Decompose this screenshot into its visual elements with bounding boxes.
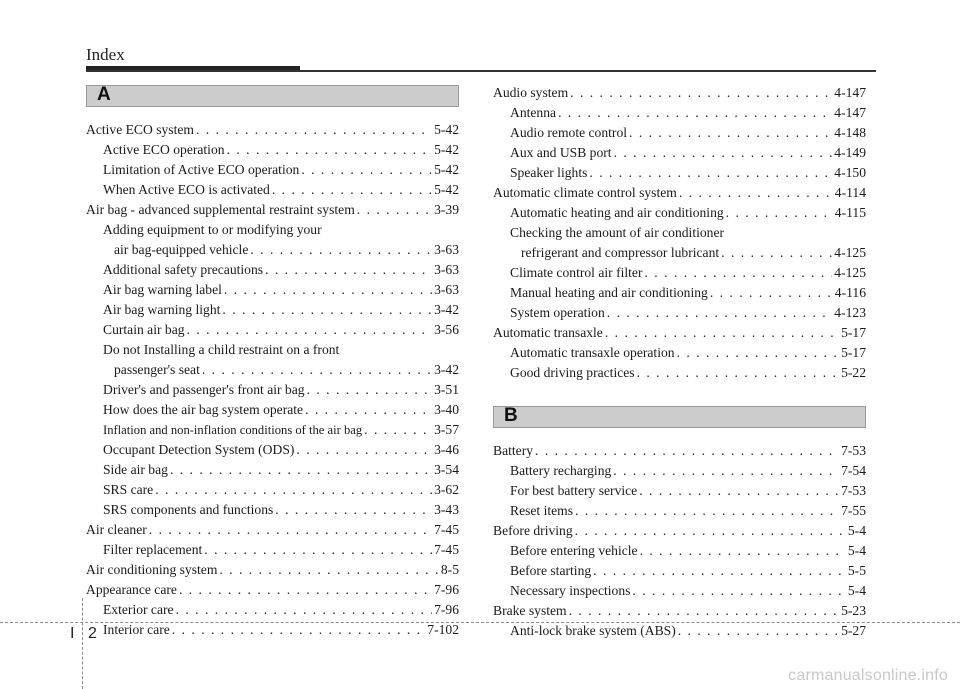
leader-dots	[645, 263, 833, 283]
index-entry	[86, 620, 459, 640]
index-entry-text: Reset items	[510, 503, 574, 518]
index-entry-text: Automatic heating and air conditioning	[510, 205, 724, 220]
index-entry-text: Good driving practices	[510, 365, 635, 380]
index-entry-page: 5-42	[434, 182, 459, 197]
index-entry-page: 4-125	[834, 245, 866, 260]
leader-dots	[632, 581, 845, 601]
index-entry-text: Exterior care	[103, 602, 174, 617]
leader-dots	[202, 360, 432, 380]
index-entry-page: 5-4	[847, 583, 866, 598]
index-entry-page: 7-54	[841, 463, 866, 478]
leader-dots	[364, 420, 432, 440]
index-entry-text: Anti-lock brake system (ABS)	[510, 623, 676, 638]
index-entry	[493, 441, 866, 461]
index-entry	[493, 263, 866, 283]
index-entry-text: SRS care	[103, 482, 154, 497]
index-entry-page: 3-56	[434, 322, 459, 337]
index-entry	[493, 283, 866, 303]
leader-dots	[721, 243, 832, 263]
index-entry-page: 7-45	[434, 542, 459, 557]
leader-dots	[250, 240, 432, 260]
index-entry-text: Automatic transaxle operation	[510, 345, 675, 360]
index-entry-text: Battery	[493, 443, 534, 458]
footer-divider-vertical	[82, 598, 83, 689]
index-entry-text: Appearance care	[86, 582, 177, 597]
index-entry	[493, 143, 866, 163]
index-entry	[86, 420, 459, 440]
index-list-a-left	[86, 120, 459, 640]
leader-dots	[575, 521, 846, 541]
index-entry-page: 5-17	[841, 345, 866, 360]
leader-dots	[593, 561, 846, 581]
index-entry-text: Before entering vehicle	[510, 543, 638, 558]
index-entry-text: Air bag - advanced supplemental restraint system	[86, 202, 355, 217]
index-entry-page: 4-123	[834, 305, 866, 320]
index-entry	[86, 480, 459, 500]
leader-dots	[275, 500, 432, 520]
index-entry-text: Automatic transaxle	[493, 325, 603, 340]
section-letter-b: B	[504, 405, 518, 426]
index-entry-page: 7-53	[841, 443, 866, 458]
index-entry-page: 4-147	[834, 105, 866, 120]
leader-dots	[222, 300, 432, 320]
index-list-b	[493, 441, 866, 641]
section-header-a	[86, 85, 459, 107]
index-entry-page: 5-5	[847, 563, 866, 578]
index-entry-page: 5-42	[434, 122, 459, 137]
index-entry-text: Interior care	[103, 622, 170, 637]
index-entry	[86, 560, 459, 580]
index-entry-page: 7-96	[434, 602, 459, 617]
index-column-right	[493, 83, 866, 641]
index-entry-page: 7-102	[427, 622, 459, 637]
index-entry: Do not Installing a child restraint on a front	[103, 342, 340, 357]
index-entry	[493, 343, 866, 363]
index-entry	[493, 561, 866, 581]
index-entry-text: Active ECO operation	[103, 142, 225, 157]
index-entry-text: Antenna	[510, 105, 557, 120]
leader-dots	[639, 481, 839, 501]
index-entry-text: Active ECO system	[86, 122, 194, 137]
index-entry-text: Brake system	[493, 603, 567, 618]
index-entry-page: 3-40	[434, 402, 459, 417]
index-entry-page: 4-149	[834, 145, 866, 160]
index-entry-page: 5-17	[841, 325, 866, 340]
index-entry	[493, 521, 866, 541]
index-entry-text: Side air bag	[103, 462, 168, 477]
index-entry	[86, 300, 459, 320]
index-entry-page: 4-125	[834, 265, 866, 280]
leader-dots	[640, 541, 846, 561]
index-entry-page: 5-42	[434, 162, 459, 177]
leader-dots	[614, 143, 833, 163]
index-entry	[86, 160, 459, 180]
index-entry	[493, 163, 866, 183]
index-entry	[493, 123, 866, 143]
index-entry-page: 4-115	[834, 205, 866, 220]
index-entry-text: When Active ECO is activated	[103, 182, 270, 197]
index-entry	[86, 260, 459, 280]
leader-dots	[613, 461, 839, 481]
leader-dots	[357, 200, 432, 220]
index-entry	[493, 481, 866, 501]
index-entry-text: How does the air bag system operate	[103, 402, 304, 417]
index-entry-text: SRS components and functions	[103, 502, 274, 517]
index-entry-page: 5-4	[847, 543, 866, 558]
index-entry-text: air bag-equipped vehicle	[114, 242, 249, 257]
leader-dots	[589, 163, 832, 183]
leader-dots	[227, 140, 433, 160]
index-entry	[86, 520, 459, 540]
leader-dots	[678, 621, 839, 641]
index-entry-page: 5-4	[847, 523, 866, 538]
leader-dots	[607, 303, 833, 323]
leader-dots	[187, 320, 433, 340]
index-entry-page: 5-42	[434, 142, 459, 157]
index-entry-text: Occupant Detection System (ODS)	[103, 442, 295, 457]
index-entry	[86, 540, 459, 560]
index-entry-text: Before starting	[510, 563, 592, 578]
leader-dots	[219, 560, 438, 580]
index-entry-text: Filter replacement	[103, 542, 203, 557]
index-entry-text: Battery recharging	[510, 463, 612, 478]
footer-chapter: I	[70, 625, 75, 642]
leader-dots	[224, 280, 432, 300]
leader-dots	[605, 323, 839, 343]
index-entry-page: 4-114	[834, 185, 866, 200]
header-rule	[86, 70, 876, 72]
leader-dots	[301, 160, 432, 180]
footer-page-number: 2	[88, 625, 97, 642]
index-entry	[493, 323, 866, 343]
index-entry	[86, 140, 459, 160]
index-entry-page: 3-46	[434, 442, 459, 457]
index-entry	[493, 621, 866, 641]
index-entry: Checking the amount of air conditioner	[510, 225, 725, 240]
leader-dots	[172, 620, 425, 640]
leader-dots	[637, 363, 840, 383]
leader-dots	[305, 400, 432, 420]
index-entry-text: Aux and USB port	[510, 145, 612, 160]
index-entry	[493, 303, 866, 323]
leader-dots	[569, 601, 839, 621]
leader-dots	[272, 180, 432, 200]
leader-dots	[535, 441, 839, 461]
index-entry	[86, 120, 459, 140]
index-entry	[493, 183, 866, 203]
leader-dots	[296, 440, 432, 460]
section-header-b	[493, 406, 866, 428]
index-entry-page: 3-63	[434, 242, 459, 257]
leader-dots	[170, 460, 432, 480]
section-letter-a: A	[97, 84, 111, 105]
index-entry	[86, 200, 459, 220]
index-entry-page: 7-53	[841, 483, 866, 498]
index-entry-text: Before driving	[493, 523, 573, 538]
index-entry-page: 8-5	[440, 562, 459, 577]
page-title: Index	[86, 45, 125, 64]
index-entry-page: 3-63	[434, 262, 459, 277]
index-entry	[86, 580, 459, 600]
index-entry-page: 3-63	[434, 282, 459, 297]
index-entry-text: Manual heating and air conditioning	[510, 285, 708, 300]
leader-dots	[307, 380, 433, 400]
index-entry-page: 4-116	[834, 285, 866, 300]
index-entry	[86, 600, 459, 620]
index-entry	[86, 500, 459, 520]
index-entry-page: 3-43	[434, 502, 459, 517]
index-entry-page: 5-27	[841, 623, 866, 638]
index-entry	[493, 501, 866, 521]
index-entry-text: Air bag warning label	[103, 282, 222, 297]
index-entry-page: 3-57	[434, 422, 459, 437]
index-entry-text: Audio system	[493, 85, 569, 100]
index-entry-text: Curtain air bag	[103, 322, 185, 337]
index-entry-text: Automatic climate control system	[493, 185, 677, 200]
leader-dots	[176, 600, 433, 620]
leader-dots	[155, 480, 432, 500]
index-entry-text: Air conditioning system	[86, 562, 218, 577]
index-entry-page: 4-147	[834, 85, 866, 100]
index-entry-text: Air bag warning light	[103, 302, 221, 317]
index-entry	[493, 601, 866, 621]
leader-dots	[629, 123, 832, 143]
index-entry-text: Necessary inspections	[510, 583, 631, 598]
index-entry	[86, 400, 459, 420]
index-entry	[86, 240, 459, 260]
index-entry-page: 3-54	[434, 462, 459, 477]
index-entry-page: 3-51	[434, 382, 459, 397]
index-entry-text: refrigerant and compressor lubricant	[521, 245, 720, 260]
leader-dots	[196, 120, 432, 140]
leader-dots	[204, 540, 432, 560]
index-entry-text: For best battery service	[510, 483, 638, 498]
index-entry	[493, 363, 866, 383]
leader-dots	[179, 580, 432, 600]
index-entry-page: 3-62	[434, 482, 459, 497]
index-entry-text: Climate control air filter	[510, 265, 643, 280]
index-entry	[493, 541, 866, 561]
index-column-left	[86, 83, 459, 640]
index-entry-page: 5-23	[841, 603, 866, 618]
leader-dots	[265, 260, 432, 280]
footer-divider-horizontal	[0, 622, 960, 623]
index-entry-text: Speaker lights	[510, 165, 588, 180]
leader-dots	[149, 520, 432, 540]
index-entry: Adding equipment to or modifying your	[103, 222, 322, 237]
index-entry	[86, 280, 459, 300]
index-entry	[493, 581, 866, 601]
leader-dots	[679, 183, 833, 203]
leader-dots	[575, 501, 839, 521]
index-entry	[86, 180, 459, 200]
leader-dots	[710, 283, 833, 303]
index-entry	[86, 440, 459, 460]
index-entry-text: Driver's and passenger's front air bag	[103, 382, 305, 397]
index-entry-text: System operation	[510, 305, 605, 320]
leader-dots	[726, 203, 833, 223]
index-entry-text: Inflation and non-inflation conditions of the air bag	[103, 423, 363, 437]
index-entry-page: 3-42	[434, 362, 459, 377]
index-entry-page: 7-55	[841, 503, 866, 518]
index-entry	[493, 461, 866, 481]
index-entry-text: Air cleaner	[86, 522, 147, 537]
index-entry-page: 3-39	[434, 202, 459, 217]
index-entry-page: 5-22	[841, 365, 866, 380]
watermark: carmanualsonline.info	[788, 667, 948, 684]
index-entry-text: Additional safety precautions	[103, 262, 264, 277]
index-list-a-right	[493, 83, 866, 383]
index-entry-page: 4-150	[834, 165, 866, 180]
index-entry-page: 7-45	[434, 522, 459, 537]
leader-dots	[570, 83, 832, 103]
index-entry-page: 4-148	[834, 125, 866, 140]
index-entry	[86, 380, 459, 400]
index-entry-page: 3-42	[434, 302, 459, 317]
index-entry-text: Limitation of Active ECO operation	[103, 162, 300, 177]
index-entry	[493, 83, 866, 103]
index-entry-text: passenger's seat	[114, 362, 200, 377]
leader-dots	[677, 343, 839, 363]
index-entry	[493, 103, 866, 123]
index-entry-text: Audio remote control	[510, 125, 628, 140]
index-entry	[493, 243, 866, 263]
index-entry	[86, 460, 459, 480]
index-entry	[86, 320, 459, 340]
leader-dots	[558, 103, 832, 123]
index-entry	[493, 203, 866, 223]
index-entry-page: 7-96	[434, 582, 459, 597]
index-entry	[86, 360, 459, 380]
